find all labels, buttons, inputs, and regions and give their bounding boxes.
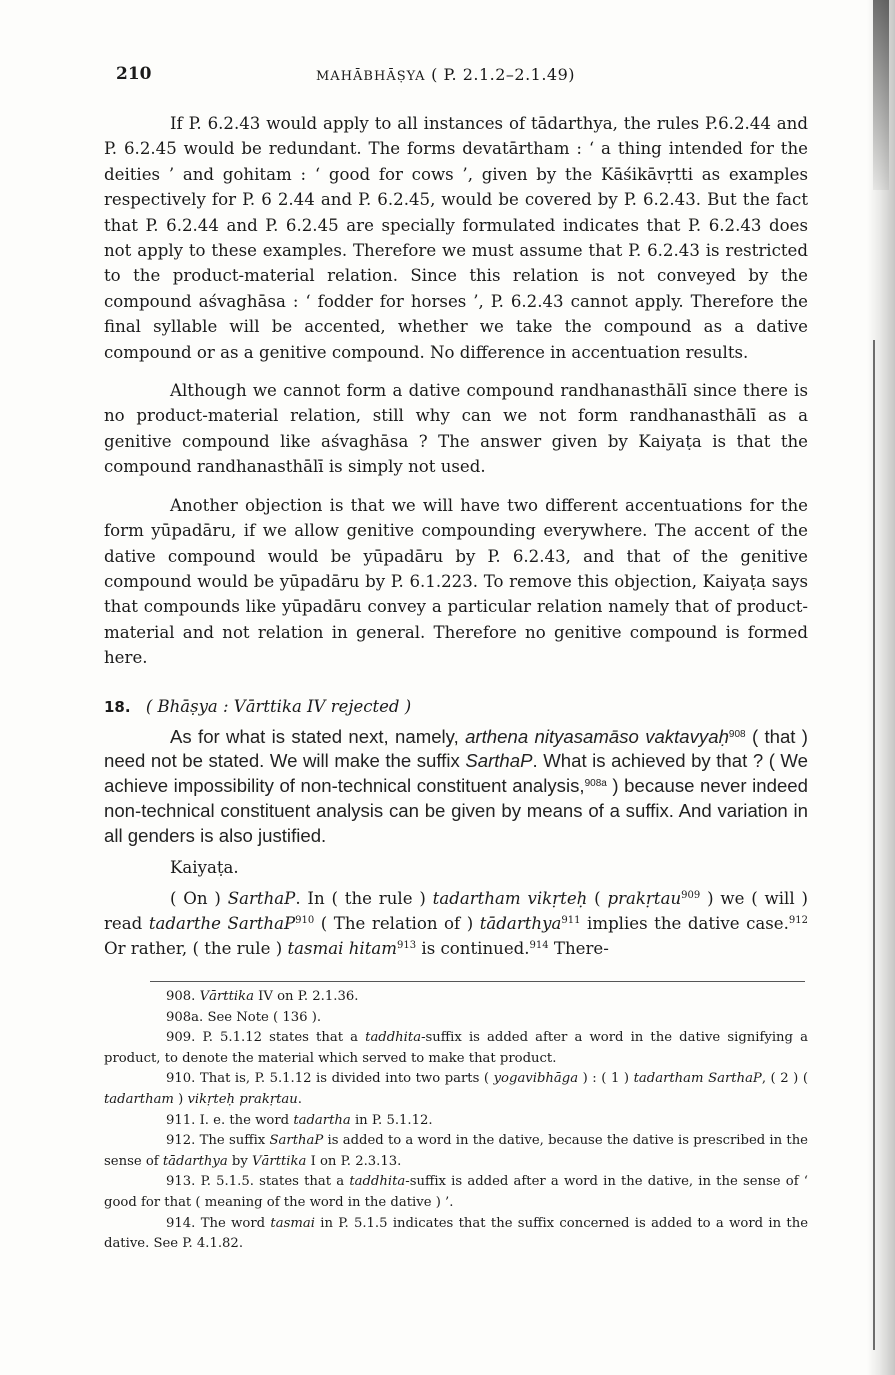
footnote-ref: 914 bbox=[529, 940, 549, 952]
bhashya-translation: As for what is stated next, namely, arthena nityasamāso vaktavyaḥ$^{908}$ ( that ) need not be stated. We will make the suffix SarthaP. What is achieved by that ? ( We achieve impossibility of non-technical constituent analysis,$^{908a}$ ) because never indeed non-technical constituent analysis can be given by means of a suffix. And variation in all genders is also justified. bbox=[104, 725, 808, 846]
running-head-title: MAHĀBHĀṢYA bbox=[316, 69, 426, 84]
page-number: 210 bbox=[116, 64, 152, 84]
running-head-ref: ( P. 2.1.2–2.1.49) bbox=[425, 65, 576, 84]
footnote-913: 913. P. 5.1.5. states that a taddhita-suffix is added after a word in the dative, in the sense of ‘ good for that ( meaning of the word in the dative ) ’. bbox=[104, 1174, 808, 1210]
footnote-ref: 912 bbox=[788, 914, 809, 926]
section-heading bbox=[104, 695, 808, 719]
paragraph-1: If P. 6.2.43 would apply to all instances of tādarthya, the rules P.6.2.44 and P. 6.2.45 would be redundant. The forms devatārtham : ‘ a thing intended for the deities ’ and gohitam : ‘ good for cows ’, given by the Kāśikāvṛtti as examples respectively for P. 6 2.44 and P. 6.2.45, would be covered by P. 6.2.43. But the fact that P. 6.2.44 and P. 6.2.45 are specially formulated indicates that P. 6.2.43 does not apply to these examples. Therefore we must assume that P. 6.2.43 is restricted to the product-material relation. Since this relation is not conveyed by the compound aśvaghāsa : ‘ fodder for horses ’, P. 6.2.43 cannot apply. Therefore the final syllable will be accented, whether we take the compound as a dative compound or as a genitive compound. No difference in accentuation results. bbox=[104, 114, 808, 362]
section-title: ( Bhāṣya : Vārttika IV rejected ) bbox=[145, 696, 412, 716]
section-number: 18. bbox=[104, 697, 131, 716]
footnote-910: 910. That is, P. 5.1.12 is divided into two parts ( yogavibhāga ) : ( 1 ) tadartham SarthaP, ( 2 ) ( tadartham ) vikṛteḥ prakṛtau. bbox=[104, 1071, 808, 1107]
footnote-ref: 908a bbox=[584, 778, 607, 790]
footnote-914: 914. The word tasmai in P. 5.1.5 indicates that the suffix concerned is added to a word in the dative. See P. 4.1.82. bbox=[104, 1215, 809, 1252]
footnote-908a: 908a. See Note ( 136 ). bbox=[166, 1009, 322, 1025]
footnote-912: 912. The suffix SarthaP is added to a word in the dative, because the dative is prescribed in the sense of tādarthya by Vārttika I on P. 2.3.13. bbox=[104, 1133, 808, 1169]
spine-edge-line bbox=[873, 340, 875, 1350]
footnote-911: 911. I. e. the word tadartha in P. 5.1.12. bbox=[166, 1112, 433, 1128]
book-spine-shadow bbox=[867, 0, 895, 1375]
kaiyata-label: Kaiyaṭa. bbox=[170, 857, 239, 877]
footnote-separator bbox=[150, 981, 805, 982]
footnotes bbox=[104, 987, 808, 1255]
kaiyata-commentary: ( On ) SarthaP. In ( the rule ) tadartham vikṛteḥ ( prakṛtau$^{909}$ ) we ( will ) read tadarthe SarthaP$^{910}$ ( The relation of ) tādarthya$^{911}$ implies the dative case.$^{912}$ Or rather, ( the rule ) tasmai hitam$^{913}$ is continued.$^{914}$ There- bbox=[104, 888, 809, 959]
footnote-ref: 913 bbox=[397, 940, 417, 952]
page-body bbox=[104, 111, 808, 962]
spine-dark-mark bbox=[873, 0, 889, 190]
footnote-ref: 911 bbox=[561, 914, 581, 926]
running-head bbox=[316, 65, 575, 84]
paragraph-3: Another objection is that we will have two different accentuations for the form yūpadāru, if we allow genitive compounding everywhere. The accent of the dative compound would be yūpadāru by P. 6.2.43, and that of the genitive compound would be yūpadāru by P. 6.1.223. To remove this objection, Kaiyaṭa says that compounds like yūpadāru convey a particular relation namely that of product-material and not relation in general. Therefore no genitive compound is formed here. bbox=[104, 495, 808, 668]
footnote-ref: 910 bbox=[295, 914, 315, 926]
footnote-909: 909. P. 5.1.12 states that a taddhita-suffix is added after a word in the dative signifying a product, to denote the material which served to make that product. bbox=[104, 1030, 808, 1066]
footnote-ref: 908 bbox=[728, 728, 746, 740]
footnote-908: 908. Vārttika IV on P. 2.1.36. bbox=[166, 989, 359, 1004]
page-header bbox=[116, 64, 816, 90]
paragraph-2: Although we cannot form a dative compound randhanasthālī since there is no product-material relation, still why can we not form randhanasthālī as a genitive compound like aśvaghāsa ? The answer given by Kaiyaṭa is that the compound randhanasthālī is simply not used. bbox=[104, 381, 808, 477]
footnote-ref: 909 bbox=[681, 889, 701, 901]
